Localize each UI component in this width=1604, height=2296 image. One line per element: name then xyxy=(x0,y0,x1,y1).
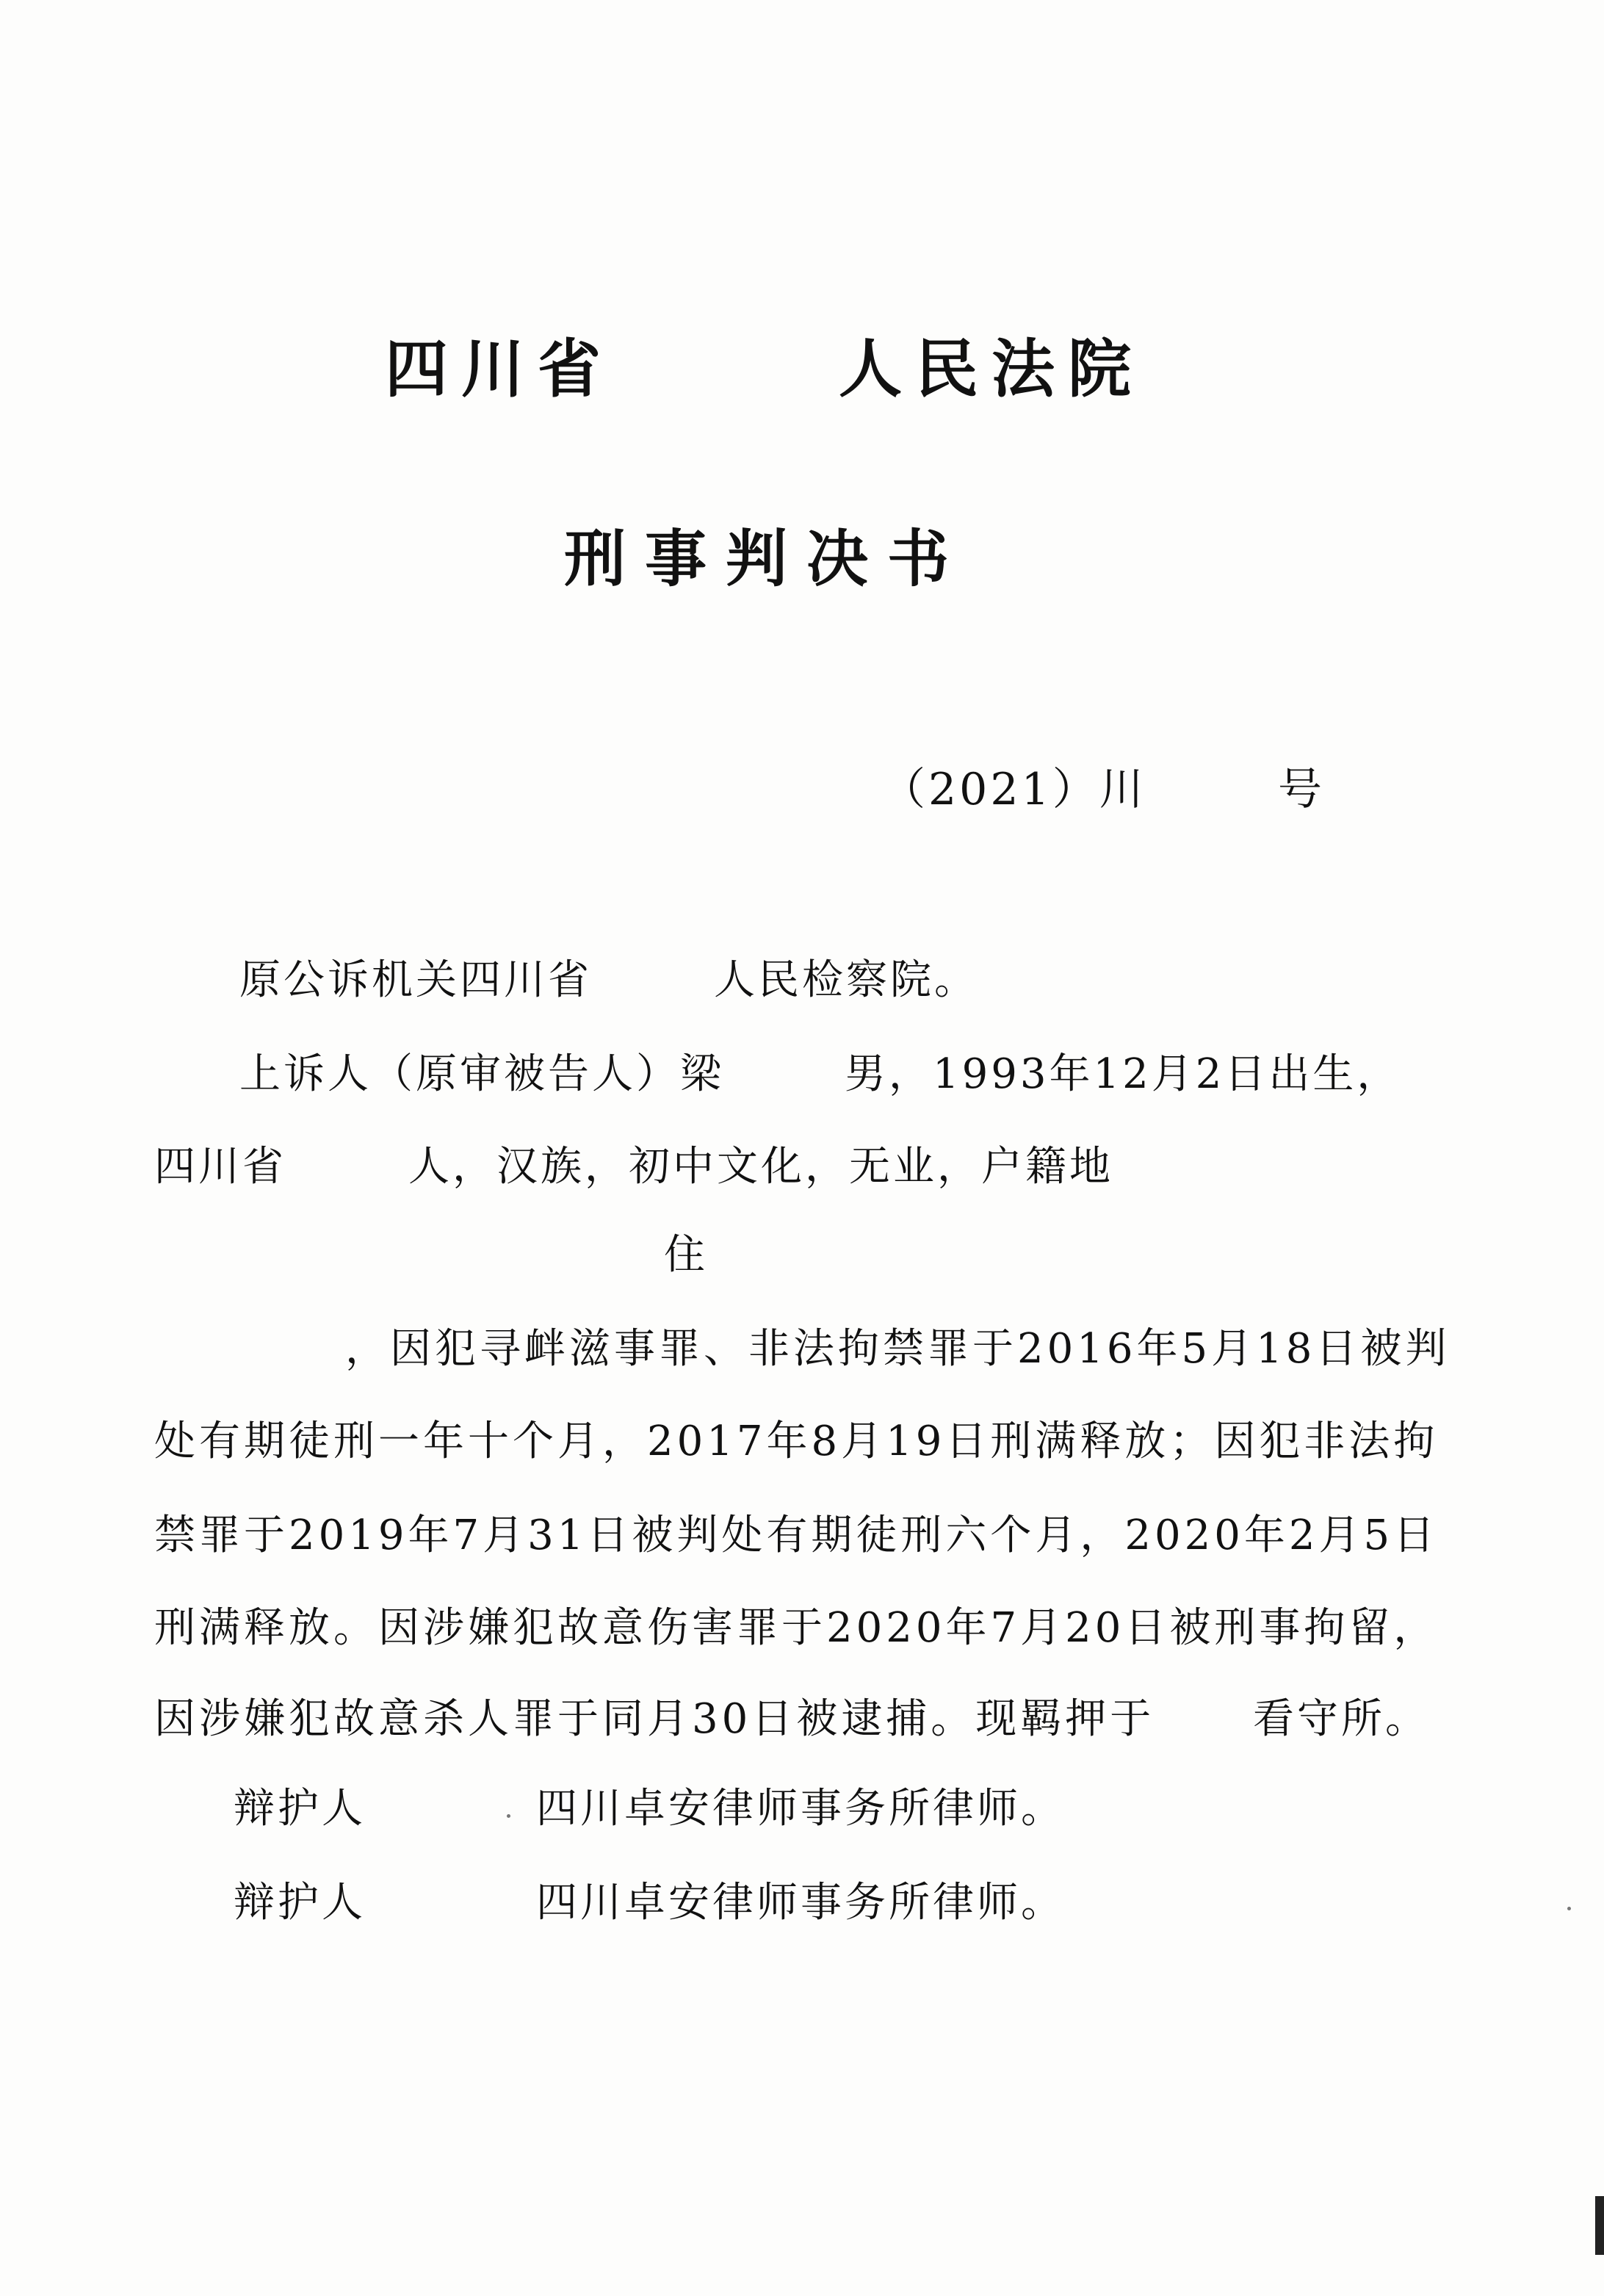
court-name: 人民法院 xyxy=(839,332,1144,406)
case-number-suffix: 号 xyxy=(1278,764,1325,815)
case-number-prefix: （2021）川 xyxy=(881,764,1146,815)
defender-1-label: 辩护人 xyxy=(234,1785,366,1833)
appellant-line2-right: 人，汉族，初中文化，无业，户籍地 xyxy=(408,1143,1113,1191)
defender-2-firm: 四川卓安律师事务所律师。 xyxy=(536,1879,1065,1927)
defender-1-firm: 四川卓安律师事务所律师。 xyxy=(536,1785,1065,1833)
record-line-3: 禁罪于2019年7月31日被判处有期徒刑六个月，2020年2月5日 xyxy=(154,1512,1439,1559)
scan-speck xyxy=(507,1814,510,1818)
defender-2-label: 辩护人 xyxy=(234,1879,366,1927)
custody-right: 看守所。 xyxy=(1253,1695,1429,1743)
appellant-line2-left: 四川省 xyxy=(154,1143,286,1191)
scan-speck xyxy=(1567,1907,1571,1910)
appellant-line1-left: 上诉人（原审被告人）梁 xyxy=(239,1050,724,1098)
prosecutor-left: 原公诉机关四川省 xyxy=(239,956,592,1004)
appellant-line3: 住 xyxy=(664,1231,708,1279)
record-line-4: 刑满释放。因涉嫌犯故意伤害罪于2020年7月20日被刑事拘留， xyxy=(154,1604,1439,1652)
court-province: 四川省 xyxy=(385,332,614,406)
document-title: 刑事判决书 xyxy=(564,522,969,595)
record-line-1: ，因犯寻衅滋事罪、非法拘禁罪于2016年5月18日被判 xyxy=(345,1325,1451,1373)
record-line-2: 处有期徒刑一年十个月，2017年8月19日刑满释放；因犯非法拘 xyxy=(154,1418,1439,1465)
prosecutor-right: 人民检察院。 xyxy=(714,956,978,1004)
appellant-line1-right: 男，1993年12月2日出生， xyxy=(845,1050,1401,1098)
custody-left: 因涉嫌犯故意杀人罪于同月30日被逮捕。现羁押于 xyxy=(154,1695,1155,1743)
page-edge-mark xyxy=(1595,2196,1604,2255)
